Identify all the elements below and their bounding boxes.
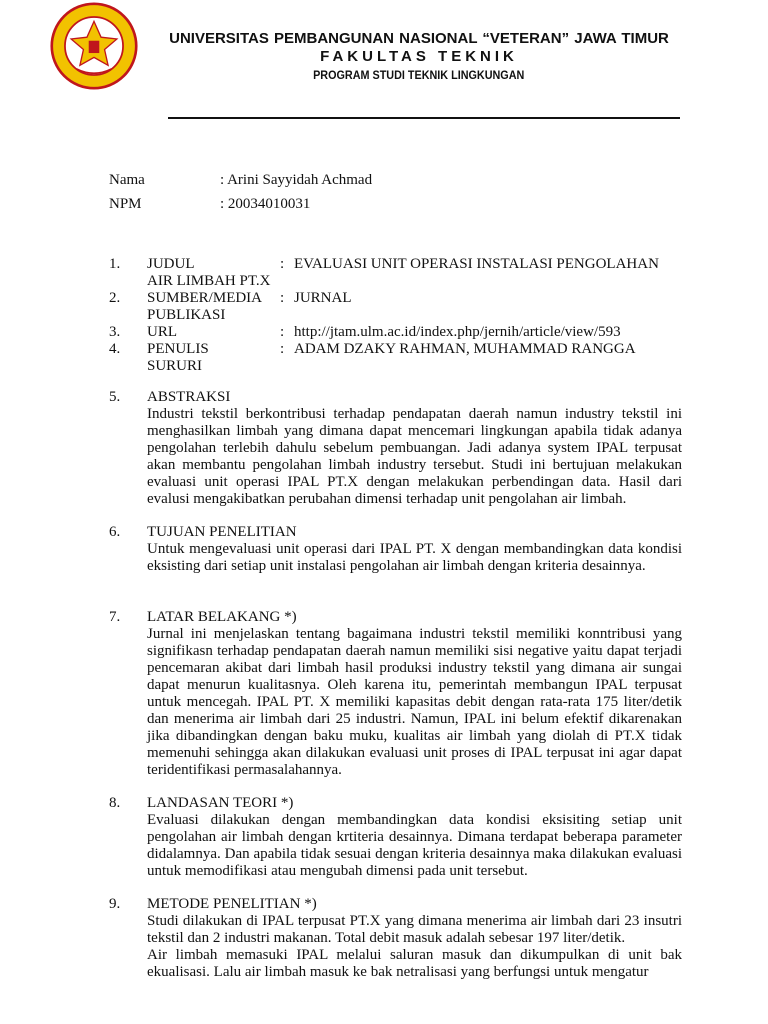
meta-value: ADAM DZAKY RAHMAN, MUHAMMAD RANGGA <box>294 341 636 357</box>
section-title: TUJUAN PENELITIAN <box>147 524 297 540</box>
paragraph: Untuk mengevaluasi unit operasi dari IPAL PT. X dengan membandingkan data kondisi eksisting dari setiap unit instalasi pengolahan air limbah dengan kriteria desainnya. <box>147 541 682 574</box>
meta-key: JUDUL <box>147 256 195 272</box>
meta-colon: : <box>280 324 285 340</box>
name-value: : Arini Sayyidah Achmad <box>220 172 373 188</box>
paragraph: Industri tekstil berkontribusi terhadap pendapatan daerah namun industry tekstil ini menghasilkan limbah yang dimana dapat mencemari lingkungan apabila tidak adanya pengolahan terlebih dahulu sebelum pembuangan. Jadi adanya system IPAL terpusat akan membantu pengolahan limbah industry tersebut. Studi ini bertujuan melakukan evaluasi unit operasi IPAL PT.X dengan melakukan perbendingan data. Hasil dari evalusi mengakibatkan perubahan dimensi terhadap unit pengolahan air limbah. <box>147 406 682 507</box>
header-divider <box>168 117 680 119</box>
section-title: LANDASAN TEORI *) <box>147 795 294 811</box>
meta-colon: : <box>280 290 285 306</box>
section-title: LATAR BELAKANG *) <box>147 609 297 625</box>
section-body <box>147 541 682 575</box>
section-number: 8. <box>109 795 121 811</box>
section-number: 7. <box>109 609 121 625</box>
section-number: 5. <box>109 389 121 405</box>
meta-colon: : <box>280 341 285 357</box>
meta-url-link[interactable]: http://jtam.ulm.ac.id/index.php/jernih/article/view/593 <box>294 324 621 340</box>
section-body <box>147 406 682 508</box>
meta-continuation: SURURI <box>147 358 203 374</box>
section-title: ABSTRAKSI <box>147 389 231 405</box>
university-name: UNIVERSITAS PEMBANGUNAN NASIONAL “VETERAN” JAWA TIMUR <box>169 30 669 47</box>
letterhead <box>0 0 768 130</box>
meta-number: 3. <box>109 324 121 340</box>
section-title: METODE PENELITIAN *) <box>147 896 317 912</box>
section-number: 9. <box>109 896 121 912</box>
meta-key: PENULIS <box>147 341 209 357</box>
npm-value: : 20034010031 <box>220 196 311 212</box>
meta-continuation: AIR LIMBAH PT.X <box>147 273 271 289</box>
section-number: 6. <box>109 524 121 540</box>
npm-label: NPM <box>109 196 142 212</box>
meta-colon: : <box>280 256 285 272</box>
meta-number: 4. <box>109 341 121 357</box>
program-name: PROGRAM STUDI TEKNIK LINGKUNGAN <box>313 68 525 82</box>
paragraph: Evaluasi dilakukan dengan membandingkan data kondisi eksisiting setiap unit pengolahan air limbah dengan krtiteria desainnya. Dimana terdapat beberapa parameter didalamnya. Dan apabila tidak sesuai dengan kriteria desainnya maka dilakukan evaluasi untuk memodifikasi atau mengubah dimensi pada unit tersebut. <box>147 812 682 879</box>
meta-key: SUMBER/MEDIA <box>147 290 263 306</box>
faculty-name: FAKULTAS TEKNIK <box>320 48 518 65</box>
section-body <box>147 812 682 880</box>
meta-value: EVALUASI UNIT OPERASI INSTALASI PENGOLAHAN <box>294 256 659 272</box>
section-body <box>147 913 682 981</box>
meta-key: URL <box>147 324 177 340</box>
name-label: Nama <box>109 172 145 188</box>
section-body <box>147 626 682 779</box>
meta-continuation: PUBLIKASI <box>147 307 226 323</box>
paragraph: Studi dilakukan di IPAL terpusat PT.X yang dimana menerima air limbah dari 23 insutri tekstil dan 2 industri makanan. Total debit masuk adalah sebesar 197 liter/detik. <box>147 913 682 946</box>
paragraph: Air limbah memasuki IPAL melalui saluran masuk dan dikumpulkan di unit bak ekualisasi. Lalu air limbah masuk ke bak netralisasi yang berfungsi untuk mengatur <box>147 947 682 980</box>
meta-number: 1. <box>109 256 121 272</box>
meta-number: 2. <box>109 290 121 306</box>
paragraph: Jurnal ini menjelaskan tentang bagaimana industri tekstil memiliki konntribusi yang signifikasn terhadap pendapatan daerah namun memiliki sisi negative yaitu dapat terjadi pencemaran akibat dari limbah hasil produksi industry tekstil yang dimana air sungai dapat menurun kualitasnya. Oleh karena itu, pemerintah membangun IPAL terpusat untuk mencegah. IPAL PT. X memiliki kapasitas debit dengan rata-rata 175 liter/detik dan menerima air limbah dari 25 industri. Namun, IPAL ini belum efektif dikarenakan jika dibandingkan dengan baku muku, kualitas air limbah yang diolah di PT.X tidak memenuhi sehingga akan dilakukan evaluasi unit proses di IPAL terpusat ini agar dapat teridentifikasi permasalahannya. <box>147 626 682 778</box>
meta-value: JURNAL <box>294 290 352 306</box>
